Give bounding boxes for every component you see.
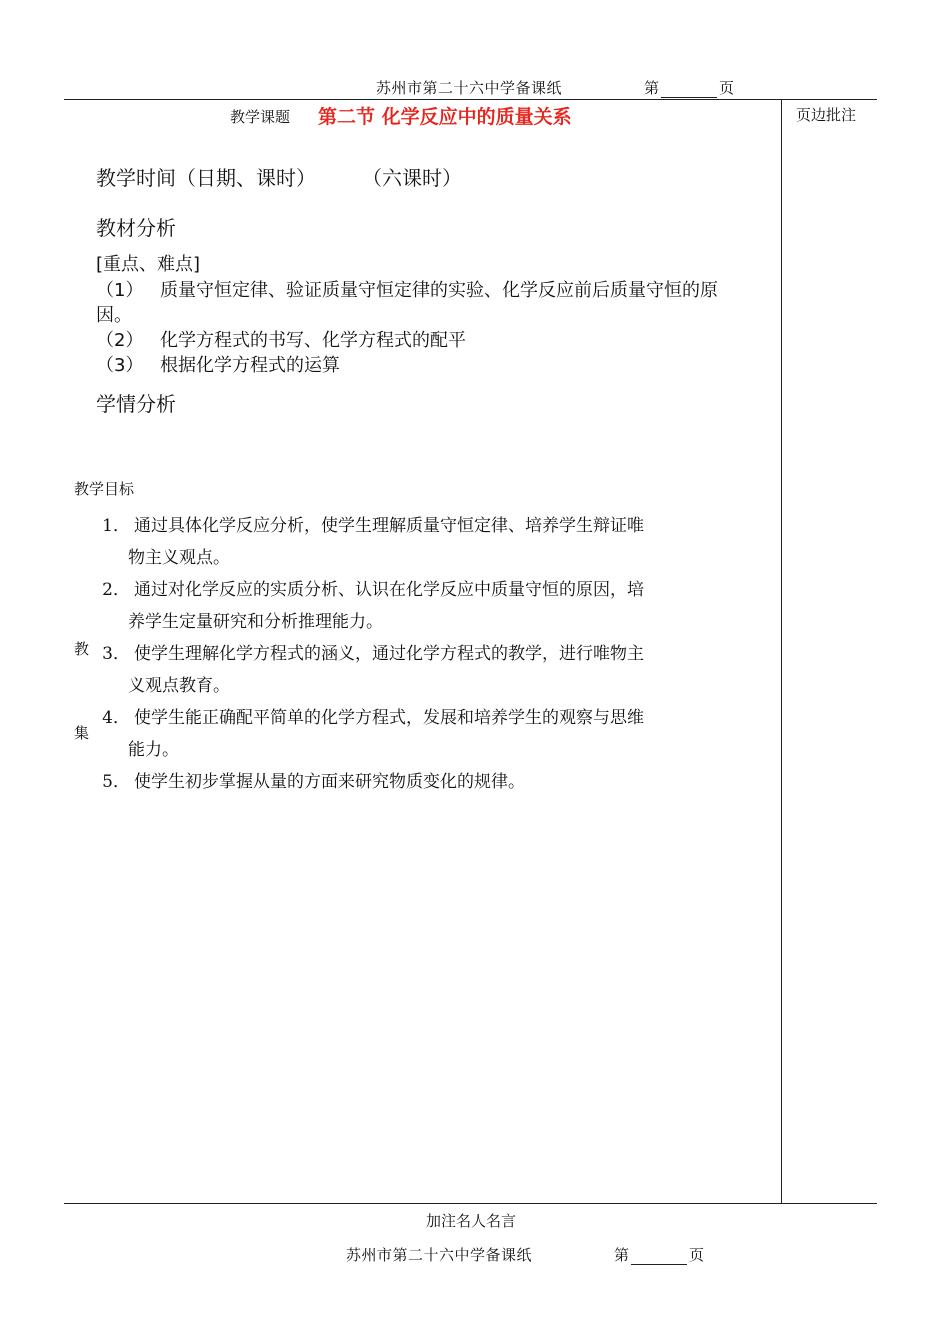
side-char-2: 集 [74,724,90,742]
keypoint-text: 根据化学方程式的运算 [160,355,340,376]
objectives-list [96,510,756,792]
objectives-label: 教学目标 [74,480,135,498]
quote-label: 加注名人名言 [426,1212,517,1230]
objective-line: 通过具体化学反应分析，使学生理解质量守恒定律、培养学生辩证唯 [134,516,644,536]
page-suffix: 页 [719,79,735,97]
student-analysis-heading: 学情分析 [96,392,176,416]
keypoint-1 [96,276,776,302]
footer-school-title: 苏州市第二十六中学备课纸 [346,1246,533,1264]
objective-line: 通过对化学反应的实质分析、认识在化学反应中质量守恒的原因，培 [134,580,644,600]
bottom-rule [64,1203,877,1204]
keypoint-text: 质量守恒定律、验证质量守恒定律的实验、化学反应前后质量守恒的原 [160,280,718,301]
keypoint-3 [96,351,340,377]
objective-line-continued: 义观点教育。 [128,676,230,696]
objective-item [96,766,756,798]
objective-item [96,702,756,766]
page-number-blank [661,83,717,98]
objective-line-continued: 养学生定量研究和分析推理能力。 [128,612,383,632]
page-prefix: 第 [644,79,660,97]
topic-title: 第二节 化学反应中的质量关系 [318,106,572,128]
footer-page-number [614,1244,704,1265]
objective-number: 1． [102,516,130,536]
keypoint-1-continued: 因。 [96,305,132,326]
topic-label: 教学课题 [230,108,291,126]
top-rule [64,99,877,100]
objective-line-continued: 能力。 [128,740,179,760]
time-label: 教学时间（日期、课时） [96,166,316,190]
keypoint-number: （3） [96,355,144,376]
objective-number: 2． [102,580,130,600]
margin-divider [781,99,782,1204]
page-suffix: 页 [689,1246,705,1264]
objective-item [96,638,756,702]
side-char-1: 教 [74,640,90,658]
objective-number: 5． [102,772,130,792]
margin-notes-label: 页边批注 [796,106,857,124]
objective-item [96,574,756,638]
page-prefix: 第 [614,1246,630,1264]
objective-number: 3． [102,644,130,664]
objective-item [96,510,756,574]
header-school-title: 苏州市第二十六中学备课纸 [376,79,563,97]
analysis-heading: 教材分析 [96,216,176,240]
keypoints-heading: [重点、难点] [96,254,201,275]
objective-line: 使学生理解化学方程式的涵义，通过化学方程式的教学，进行唯物主 [134,644,644,664]
keypoint-text: 化学方程式的书写、化学方程式的配平 [160,330,466,351]
keypoint-number: （2） [96,330,144,351]
keypoint-number: （1） [96,280,144,301]
keypoint-2 [96,326,466,352]
time-value: （六课时） [362,166,462,190]
objective-line-continued: 物主义观点。 [128,548,230,568]
objective-number: 4． [102,708,130,728]
objective-line: 使学生初步掌握从量的方面来研究物质变化的规律。 [134,772,525,792]
page-number-blank [631,1250,687,1265]
objective-line: 使学生能正确配平简单的化学方程式，发展和培养学生的观察与思维 [134,708,644,728]
header-page-number [644,77,734,98]
